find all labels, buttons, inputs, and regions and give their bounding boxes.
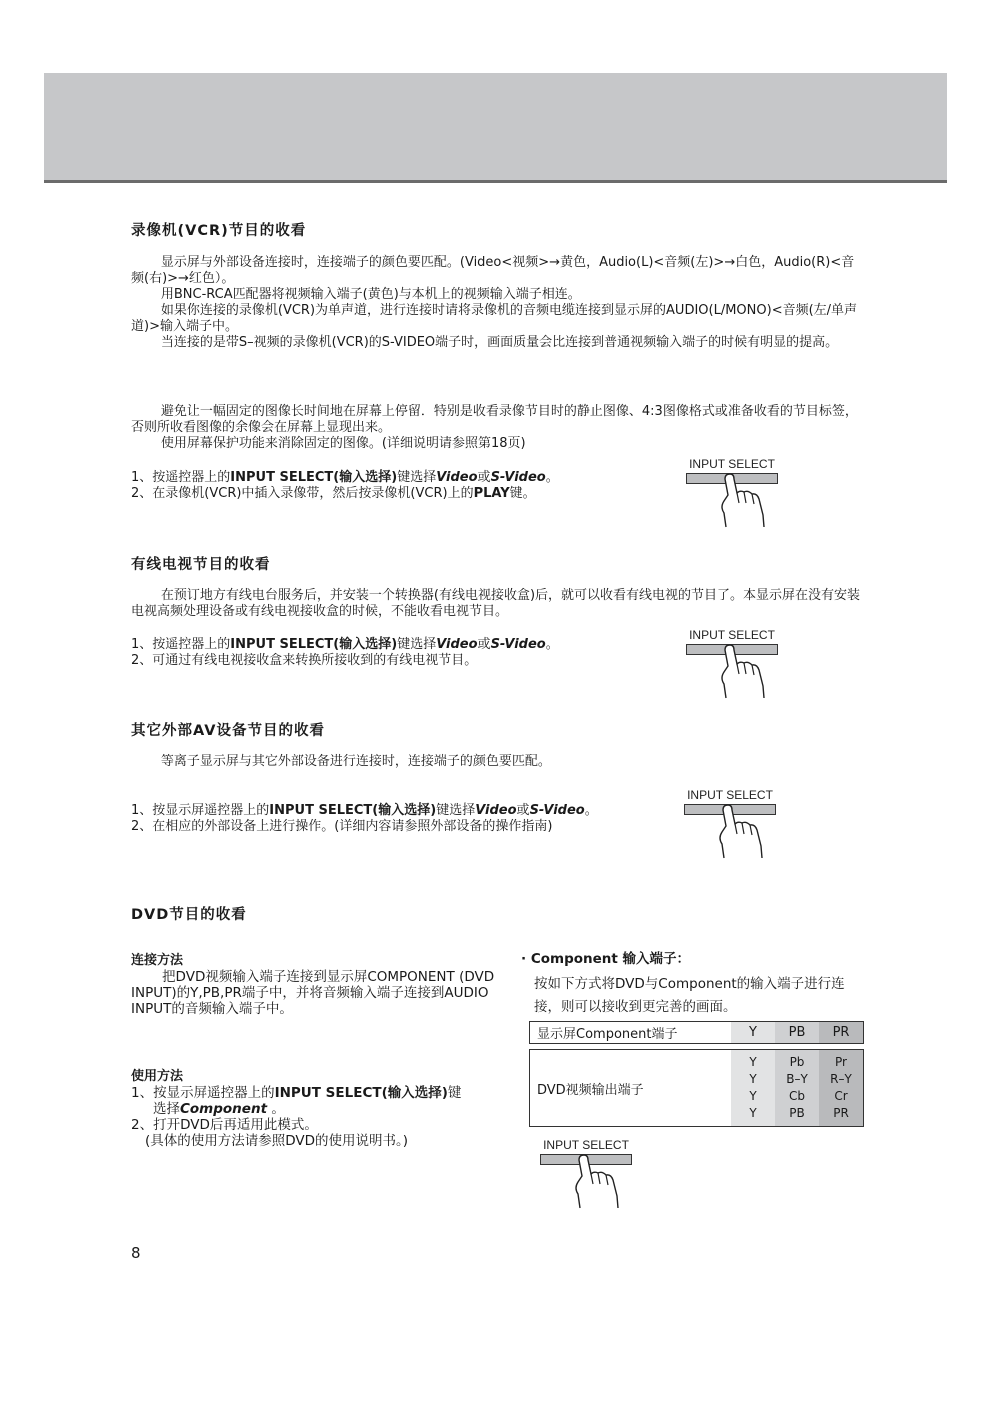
- header-col-pb: [775, 1022, 819, 1043]
- step-option-video: Video: [475, 803, 517, 818]
- step-text: 。: [545, 637, 559, 652]
- step-text: 选择: [153, 1101, 180, 1117]
- step-text: 。: [545, 470, 559, 485]
- vcr-steps: [131, 470, 671, 502]
- input-select-label: INPUT SELECT: [687, 788, 773, 802]
- step-option-video: Video: [436, 470, 478, 485]
- cable-step-1: [131, 637, 671, 653]
- cable-steps: [131, 637, 671, 669]
- av-section-title: 其它外部AV设备节目的收看: [131, 723, 325, 739]
- vcr-note-still-image: 避免让一幅固定的图像长时间地在屏幕上停留．特别是收看录像节目时的静止图像、4:3图像格式或准备收看的节目标签，否则所收看图像的余像会在屏幕上显现出来。: [131, 404, 858, 435]
- cable-section-title: 有线电视节目的收看: [131, 557, 271, 573]
- av-description: 等离子显示屏与其它外部设备进行连接时，连接端子的颜色要匹配。: [160, 754, 551, 769]
- display-component-label: 显示屏Component端子: [530, 1022, 731, 1043]
- step-option-video: Video: [436, 637, 478, 652]
- step-text: 或: [516, 803, 530, 818]
- step-text: 。: [584, 803, 598, 818]
- step-option-svideo: S-Video: [529, 803, 585, 818]
- table-cell: Pr: [835, 1055, 847, 1069]
- vcr-para-mono: 如果你连接的录像机(VCR)为单声道，进行连接时请将录像机的音频电缆连接到显示屏的AUDIO(L/MONO)<音频(左/单声道)>输入端子中。: [131, 303, 858, 334]
- dvd-output-label: DVD视频输出端子: [530, 1050, 731, 1126]
- step-text: 2、在录像机(VCR)中插入录像带，然后按录像机(VCR)上的: [131, 486, 474, 501]
- dvd-usage-steps: [131, 1085, 501, 1149]
- vcr-step-1: [131, 470, 671, 486]
- input-select-illustration: [536, 1138, 636, 1208]
- vcr-step-2: [131, 486, 671, 502]
- pressing-hand-icon: [712, 644, 772, 700]
- step-text: 1、按显示屏遥控器上的: [131, 803, 270, 818]
- table-cell: Y: [749, 1089, 757, 1103]
- table-cell: Cr: [834, 1089, 848, 1103]
- dvd-usage-title: 使用方法: [131, 1069, 184, 1084]
- table-cell: Y: [749, 1072, 757, 1086]
- av-step-1: [131, 803, 671, 819]
- step-text: 1、按遥控器上的: [131, 470, 231, 485]
- table-cell: PB: [789, 1106, 805, 1120]
- input-select-label: INPUT SELECT: [689, 457, 775, 471]
- step-key-name: INPUT SELECT(输入选择): [269, 803, 437, 818]
- body-col-pb: [775, 1050, 819, 1126]
- header-col-pr: [819, 1022, 863, 1043]
- av-steps: [131, 803, 671, 835]
- table-cell: Y: [749, 1106, 757, 1120]
- vcr-para-bnc: 用BNC-RCA匹配器将视频输入端子(黄色)与本机上的视频输入端子相连。: [160, 287, 581, 302]
- vcr-para-color-match: 显示屏与外部设备连接时，连接端子的颜色要匹配。(Video<视频>→黄色，Audio(L)<音频(左)>→白色，Audio(R)<音频(右)>→红色）。: [131, 255, 855, 286]
- step-option-svideo: S-Video: [490, 470, 546, 485]
- input-select-illustration: [680, 788, 780, 858]
- dvd-usage-step-1: [131, 1085, 501, 1101]
- component-table-body: [529, 1049, 864, 1127]
- pressing-hand-icon: [712, 473, 772, 529]
- dvd-section-title: DVD节目的收看: [131, 907, 247, 923]
- header-col-y: [731, 1022, 775, 1043]
- step-text: 1、按遥控器上的: [131, 637, 231, 652]
- step-text: 或: [477, 637, 491, 652]
- step-option-component: Component: [180, 1101, 268, 1117]
- header-pr: PR: [832, 1025, 850, 1040]
- step-text: 或: [477, 470, 491, 485]
- input-select-label: INPUT SELECT: [543, 1138, 629, 1152]
- vcr-description: [131, 255, 866, 351]
- step-text: 键选择: [397, 637, 437, 652]
- step-key-name: INPUT SELECT(输入选择): [230, 637, 398, 652]
- table-cell: B–Y: [786, 1072, 808, 1086]
- component-table-header-row: [529, 1021, 864, 1044]
- vcr-section-title: 录像机(VCR)节目的收看: [131, 223, 307, 239]
- component-title: · Component 输入端子：: [521, 951, 691, 967]
- table-cell: Cb: [789, 1089, 805, 1103]
- step-option-svideo: S-Video: [490, 637, 546, 652]
- dvd-usage-step-1-cont: [131, 1101, 501, 1117]
- header-band: [44, 73, 947, 183]
- step-key-play: PLAY: [473, 486, 510, 501]
- table-cell: Pb: [789, 1055, 805, 1069]
- component-text: 按如下方式将DVD与Component的输入端子进行连接，则可以接收到更完善的画面。: [534, 976, 845, 1015]
- cable-step-2: 2、可通过有线电视接收盒来转换所接收到的有线电视节目。: [131, 653, 478, 668]
- step-text: 键选择: [436, 803, 476, 818]
- step-text: 键选择: [397, 470, 437, 485]
- step-text: 1、按显示屏遥控器上的: [131, 1085, 275, 1101]
- dvd-connect-title: 连接方法: [131, 953, 184, 968]
- av-step-2: 2、在相应的外部设备上进行操作。(详细内容请参照外部设备的操作指南): [131, 819, 553, 834]
- table-cell: Y: [749, 1055, 757, 1069]
- input-select-label: INPUT SELECT: [689, 628, 775, 642]
- input-select-illustration: [682, 628, 782, 698]
- pressing-hand-icon: [710, 804, 770, 860]
- dvd-usage-note: (具体的使用方法请参照DVD的使用说明书。): [145, 1133, 409, 1149]
- dvd-usage-step-2: 2、打开DVD后再适用此模式。: [131, 1117, 318, 1133]
- step-text: 键: [447, 1085, 462, 1101]
- pressing-hand-icon: [566, 1154, 626, 1210]
- step-key-name: INPUT SELECT(输入选择): [274, 1085, 448, 1101]
- table-cell: R–Y: [830, 1072, 852, 1086]
- body-col-y: [731, 1050, 775, 1126]
- step-key-name: INPUT SELECT(输入选择): [230, 470, 398, 485]
- input-select-illustration: [682, 457, 782, 527]
- body-col-pr: [819, 1050, 863, 1126]
- step-text: 。: [267, 1101, 285, 1117]
- cable-description: 在预订地方有线电台服务后，并安装一个转换器(有线电视接收盒)后，就可以收看有线电视的节目了。本显示屏在没有安装电视高频处理设备或有线电视接收盒的时候，不能收看电视节目。: [131, 588, 861, 619]
- header-pb: PB: [788, 1025, 806, 1040]
- vcr-note-screensaver: 使用屏幕保护功能来消除固定的图像。(详细说明请参照第18页): [160, 436, 526, 451]
- header-y: Y: [749, 1025, 757, 1040]
- vcr-para-svideo: 当连接的是带S–视频的录像机(VCR)的S-VIDEO端子时，画面质量会比连接到普通视频输入端子的时候有明显的提高。: [160, 335, 839, 350]
- dvd-connect-text: 把DVD视频输入端子连接到显示屏COMPONENT (DVD INPUT)的Y,PB,PR端子中，并将音频输入端子连接到AUDIO INPUT的音频输入端子中。: [131, 969, 495, 1017]
- page-number: 8: [131, 1244, 141, 1262]
- table-cell: PR: [833, 1106, 849, 1120]
- vcr-note: [131, 404, 866, 452]
- step-text: 键。: [509, 486, 536, 501]
